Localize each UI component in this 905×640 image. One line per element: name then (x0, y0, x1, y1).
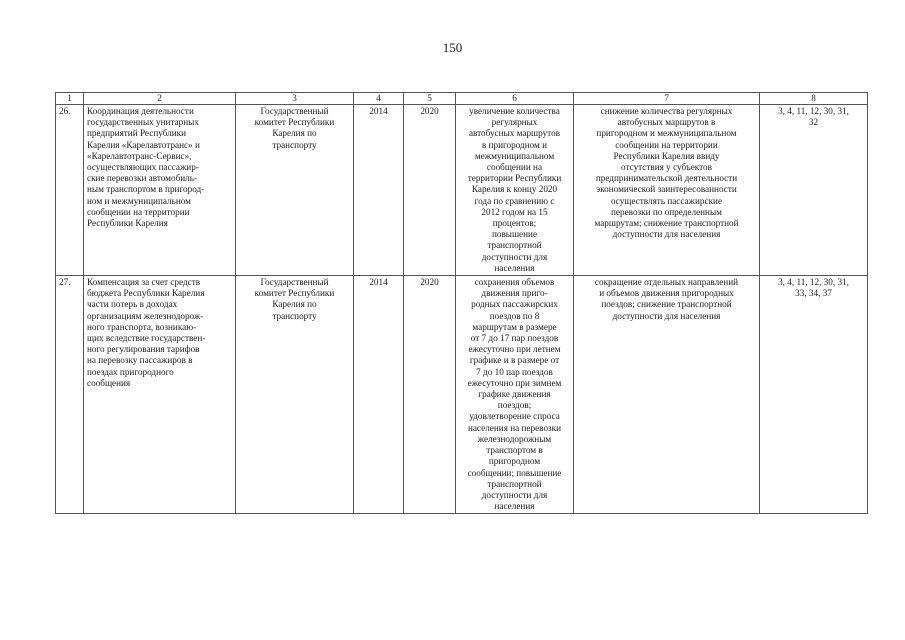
start-year: 2014 (354, 105, 404, 276)
column-header: 1 (56, 93, 84, 105)
consequences-text: снижение количества регулярных автобусных маршрутов в пригородном и межмуниципальном сообщении на территории Республики Карелия ввиду отсутствия у субъектов предпринимательской деятельности экономической заинтересованности осуществлять пассажирские перевозки по определенным маршрутам; снижение транспортной доступности для населения (574, 105, 760, 276)
measures-table (55, 92, 868, 514)
measure-text: Координация деятельности государственных унитарных предприятий Республики Карелия «Карелавтотранс» и «Карелавтотранс-Сервис», осуществляющих пассажир- ские перевозки автомобиль- ным транспортом в пригород- ном и межмуниципальном сообщении на территории Республики Карелия (84, 105, 236, 276)
executor-text: Государственный комитет Республики Карелия по транспорту (236, 276, 354, 514)
consequences-text: сокращение отдельных направлений и объемов движения пригородных поездов; снижение транспортной доступности для населения (574, 276, 760, 514)
linked-indicators: 3, 4, 11, 12, 30, 31, 32 (760, 105, 868, 276)
executor-text: Государственный комитет Республики Карелия по транспорту (236, 105, 354, 276)
end-year: 2020 (404, 276, 456, 514)
row-number: 27. (56, 276, 84, 514)
start-year: 2014 (354, 276, 404, 514)
table-row (56, 105, 868, 276)
column-header-row (56, 93, 868, 105)
column-header: 8 (760, 93, 868, 105)
column-header: 3 (236, 93, 354, 105)
column-header: 6 (456, 93, 574, 105)
row-number: 26. (56, 105, 84, 276)
page-number: 150 (442, 40, 463, 55)
end-year: 2020 (404, 105, 456, 276)
table-row (56, 276, 868, 514)
column-header: 7 (574, 93, 760, 105)
expected-result: сохранения объемов движения приго- родных пассажирских поездов по 8 маршрутам в размере от 7 до 17 пар поездов ежесуточно при летнем графике и в размере от 7 до 10 пар поездов ежесуточно при зимнем графике движения поездов; удовлетворение спроса населения на перевозки железнодорожным транспортом в пригородном сообщении; повышение транспортной доступности для населения (456, 276, 574, 514)
linked-indicators: 3, 4, 11, 12, 30, 31, 33, 34, 37 (760, 276, 868, 514)
expected-result: увеличение количества регулярных автобусных маршрутов в пригородном и межмуниципальном сообщении на территории Республики Карелия к концу 2020 года по сравнению с 2012 годом на 15 процентов; повышение транспортной доступности для населения (456, 105, 574, 276)
column-header: 5 (404, 93, 456, 105)
column-header: 4 (354, 93, 404, 105)
measure-text: Компенсация за счет средств бюджета Республики Карелия части потерь в доходах организациям железнодорож- ного транспорта, возникаю- щих вследствие государствен- ного регулирования тарифов на перевозку пассажиров в поездах пригородного сообщения (84, 276, 236, 514)
column-header: 2 (84, 93, 236, 105)
